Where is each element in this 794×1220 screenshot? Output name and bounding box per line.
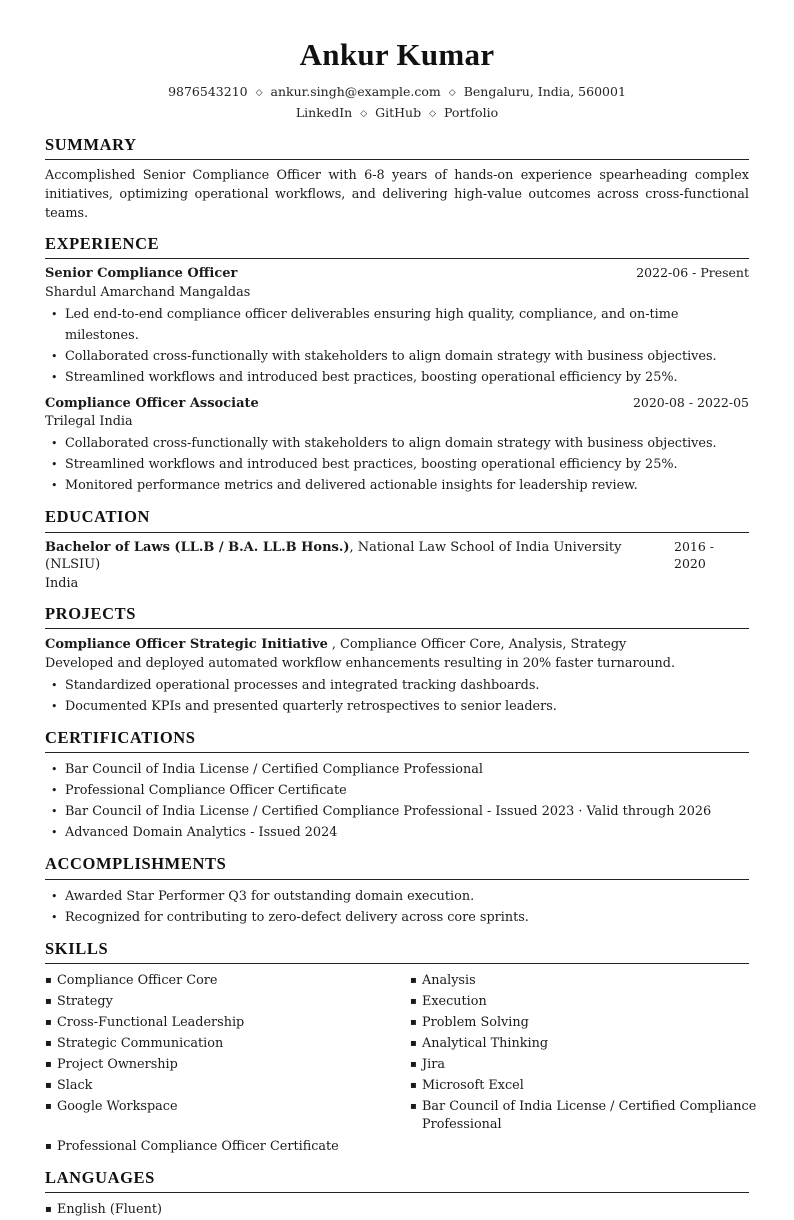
accomplishments-section: [45, 853, 749, 927]
project-description: Developed and deployed automated workflow enhancements resulting in 20% faster turnaround.: [45, 656, 676, 672]
section-title: SKILLS: [45, 938, 749, 964]
diamond-separator-icon: ◇: [448, 87, 456, 98]
skill-item: ▪ Strategy: [57, 991, 422, 1012]
skill-item: ▪ Microsoft Excel: [422, 1075, 762, 1096]
email-link[interactable]: ankur.singh@example.com: [270, 83, 441, 99]
skill-item: ▪ Bar Council of India License / Certified Compliance Professional: [422, 1096, 762, 1134]
contact-line: [45, 82, 749, 103]
list-item: • Streamlined workflows and introduced best practices, boosting operational efficiency by 25%.: [65, 367, 749, 388]
phone: 9876543210: [168, 83, 248, 99]
list-item: • Collaborated cross-functionally with stakeholders to align domain strategy with business objectives.: [65, 346, 749, 367]
skill-item: ▪ Jira: [422, 1054, 762, 1075]
list-item: • Collaborated cross-functionally with stakeholders to align domain strategy with business objectives.: [65, 433, 749, 454]
list-item: • Advanced Domain Analytics - Issued 2024: [65, 822, 749, 843]
skills-section: [45, 938, 757, 1157]
candidate-name: Ankur Kumar: [299, 37, 495, 72]
section-title: PROJECTS: [45, 603, 749, 629]
language-item: ▪ English (Fluent): [57, 1199, 422, 1220]
summary-text: Accomplished Senior Compliance Officer with 6-8 years of hands-on experience spearheading complex initiatives, optimizing operational workflows, and delivering high-value outcomes across cross-functional teams.: [45, 168, 749, 222]
list-item: • Documented KPIs and presented quarterly retrospectives to senior leaders.: [65, 696, 749, 717]
languages-section: [45, 1167, 749, 1220]
bullet-list: [45, 304, 749, 388]
experience-entry: [45, 265, 749, 388]
section-title: ACCOMPLISHMENTS: [45, 853, 749, 879]
job-title: Compliance Officer Associate: [45, 395, 259, 411]
skill-item: ▪ Project Ownership: [57, 1054, 422, 1075]
section-title: EXPERIENCE: [45, 233, 749, 259]
links-line: [45, 103, 749, 124]
certifications-section: [45, 727, 749, 843]
experience-entry: [45, 395, 749, 497]
list-item: • Led end-to-end compliance officer deliverables ensuring high quality, compliance, and on-time milestones.: [65, 304, 749, 346]
skill-item: ▪ Compliance Officer Core: [57, 970, 422, 991]
section-title: SUMMARY: [45, 134, 749, 160]
list-item: • Bar Council of India License / Certified Compliance Professional - Issued 2023 · Valid through 2026: [65, 801, 749, 822]
list-item: • Recognized for contributing to zero-defect delivery across core sprints.: [65, 907, 749, 928]
list-item: • Streamlined workflows and introduced best practices, boosting operational efficiency by 25%.: [65, 454, 749, 475]
skill-item: ▪ Execution: [422, 991, 762, 1012]
education-section: [45, 506, 749, 592]
bullet-list: [45, 759, 749, 843]
linkedin-link[interactable]: LinkedIn: [295, 104, 353, 120]
education-entry: [45, 539, 749, 574]
company-name: Shardul Amarchand Mangaldas: [45, 284, 251, 300]
experience-section: [45, 233, 749, 496]
summary-section: [45, 134, 749, 223]
diamond-separator-icon: ◇: [360, 108, 368, 119]
skills-grid: [45, 970, 757, 1157]
degree: Bachelor of Laws (LL.B / B.A. LL.B Hons.): [45, 539, 350, 555]
list-item: • Monitored performance metrics and delivered actionable insights for leadership review.: [65, 475, 749, 496]
section-title: EDUCATION: [45, 506, 749, 532]
github-link[interactable]: GitHub: [375, 104, 422, 120]
diamond-separator-icon: ◇: [429, 108, 436, 119]
education-country: India: [45, 575, 79, 591]
skill-item: ▪ Professional Compliance Officer Certificate: [57, 1136, 422, 1157]
skill-item: ▪ Google Workspace: [57, 1096, 422, 1134]
education-dates: 2016 - 2020: [674, 538, 715, 571]
skill-item: ▪ Analytical Thinking: [422, 1033, 762, 1054]
company-name: Trilegal India: [45, 414, 133, 430]
list-item: • Bar Council of India License / Certified Compliance Professional: [65, 759, 749, 780]
languages-grid: [45, 1199, 749, 1220]
job-title: Senior Compliance Officer: [45, 266, 238, 282]
location: Bengaluru, India, 560001: [463, 83, 626, 99]
school-name: , National Law School of India University (NLSIU): [45, 539, 622, 573]
project-tags: , Compliance Officer Core, Analysis, Strategy: [327, 637, 627, 653]
list-item: • Professional Compliance Officer Certificate: [65, 780, 749, 801]
section-title: LANGUAGES: [45, 1167, 749, 1193]
bullet-list: [45, 433, 749, 496]
skill-item: ▪ Analysis: [422, 970, 762, 991]
skill-item: ▪ Problem Solving: [422, 1012, 762, 1033]
project-title: Compliance Officer Strategic Initiative: [45, 637, 328, 653]
bullet-list: [45, 675, 749, 717]
portfolio-link[interactable]: Portfolio: [444, 104, 499, 120]
job-dates: 2022-06 - Present: [636, 265, 749, 281]
list-item: • Awarded Star Performer Q3 for outstanding domain execution.: [65, 886, 749, 907]
diamond-separator-icon: ◇: [255, 87, 263, 98]
bullet-list: [45, 886, 749, 928]
section-title: CERTIFICATIONS: [45, 727, 749, 753]
skill-item: ▪ Slack: [57, 1075, 422, 1096]
skill-item: ▪ Strategic Communication: [57, 1033, 422, 1054]
skill-item: ▪ Cross-Functional Leadership: [57, 1012, 422, 1033]
job-dates: 2020-08 - 2022-05: [632, 394, 749, 410]
list-item: • Standardized operational processes and integrated tracking dashboards.: [65, 675, 749, 696]
projects-section: [45, 603, 749, 717]
